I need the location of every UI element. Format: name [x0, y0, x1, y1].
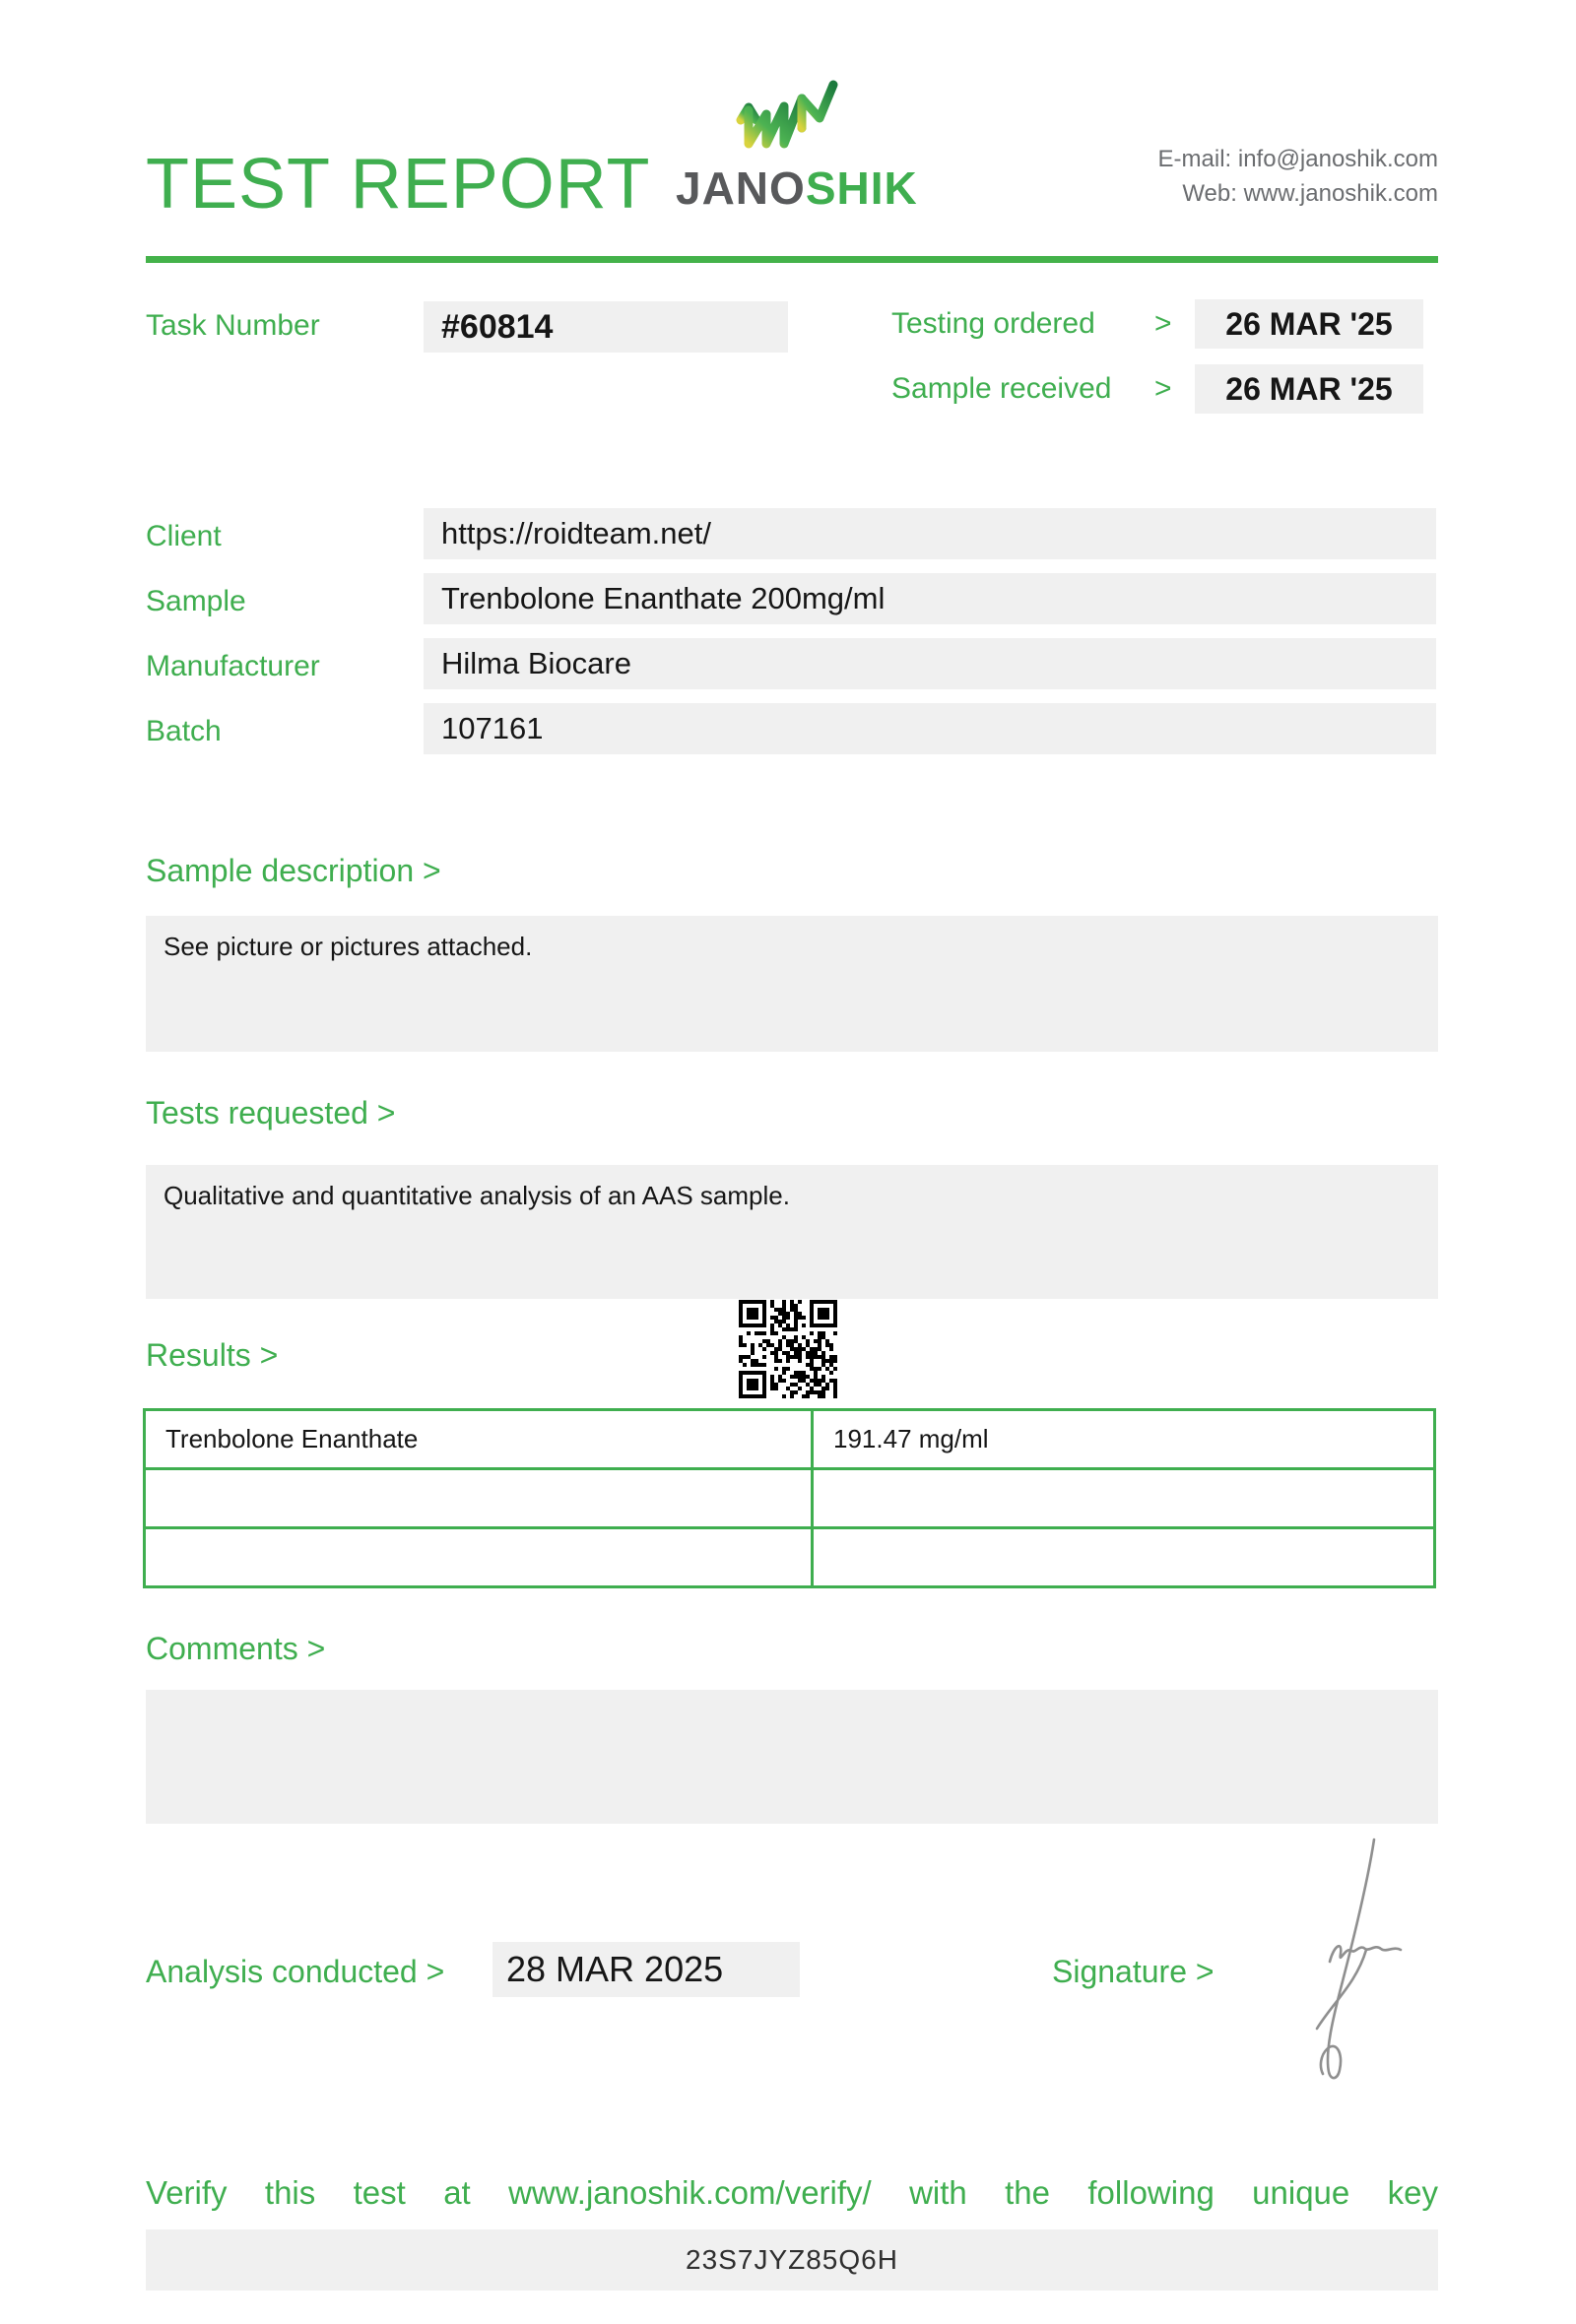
logo-text — [676, 162, 918, 214]
email-value: info@janoshik.com — [1237, 146, 1438, 172]
contact-email-line — [1024, 142, 1438, 176]
result-substance-cell — [145, 1528, 813, 1587]
sample-received-label: Sample received — [891, 372, 1112, 405]
contact-web-line — [1024, 176, 1438, 211]
sample-description-heading: Sample description > — [146, 853, 441, 888]
email-label: E-mail: — [1157, 146, 1232, 172]
client-value: https://roidteam.net/ — [424, 508, 1436, 559]
logo-text-shik: SHIK — [805, 162, 918, 214]
testing-ordered-label: Testing ordered — [891, 307, 1095, 340]
manufacturer-value: Hilma Biocare — [424, 638, 1436, 689]
batch-value: 107161 — [424, 703, 1436, 754]
signature-label: Signature > — [1052, 1954, 1215, 1989]
tests-requested-heading: Tests requested > — [146, 1095, 396, 1130]
web-label: Web: — [1182, 180, 1237, 207]
analysis-conducted-label: Analysis conducted > — [146, 1954, 445, 1989]
manufacturer-label: Manufacturer — [146, 650, 320, 682]
testing-ordered-value: 26 MAR '25 — [1195, 299, 1423, 349]
task-number-label: Task Number — [146, 309, 320, 342]
result-substance-cell — [145, 1469, 813, 1528]
sample-value: Trenbolone Enanthate 200mg/ml — [424, 573, 1436, 624]
results-row — [145, 1469, 1435, 1528]
janoshik-logo — [676, 77, 918, 214]
testing-ordered-arrow: > — [1154, 307, 1172, 340]
sample-received-arrow: > — [1154, 372, 1172, 405]
sample-received-value: 26 MAR '25 — [1195, 364, 1423, 414]
contact-block — [1024, 142, 1438, 211]
batch-label: Batch — [146, 715, 222, 747]
analysis-conducted-value: 28 MAR 2025 — [492, 1942, 800, 1997]
qr-code — [739, 1300, 837, 1398]
growth-chart-icon — [733, 77, 843, 161]
task-number-value: #60814 — [424, 301, 788, 353]
logo-text-jano: JANO — [676, 162, 806, 214]
signature-image — [1276, 1834, 1428, 2088]
sample-description-box: See picture or pictures attached. — [146, 916, 1438, 1052]
tests-requested-box: Qualitative and quantitative analysis of an AAS sample. — [146, 1165, 1438, 1299]
result-value-cell — [813, 1469, 1435, 1528]
result-substance-cell: Trenbolone Enanthate — [145, 1410, 813, 1469]
result-value-cell — [813, 1528, 1435, 1587]
verify-key: 23S7JYZ85Q6H — [146, 2229, 1438, 2291]
results-heading: Results > — [146, 1337, 279, 1373]
comments-heading: Comments > — [146, 1631, 326, 1666]
result-value-cell: 191.47 mg/ml — [813, 1410, 1435, 1469]
sample-label: Sample — [146, 585, 246, 617]
comments-box — [146, 1690, 1438, 1824]
web-value: www.janoshik.com — [1243, 180, 1438, 207]
results-table — [143, 1408, 1436, 1588]
results-row — [145, 1410, 1435, 1469]
page-title: TEST REPORT — [146, 145, 651, 224]
header-divider — [146, 256, 1438, 263]
results-row — [145, 1528, 1435, 1587]
verify-instruction: Verify this test at www.janoshik.com/verify/ with the following unique key — [146, 2174, 1438, 2211]
client-label: Client — [146, 520, 222, 552]
